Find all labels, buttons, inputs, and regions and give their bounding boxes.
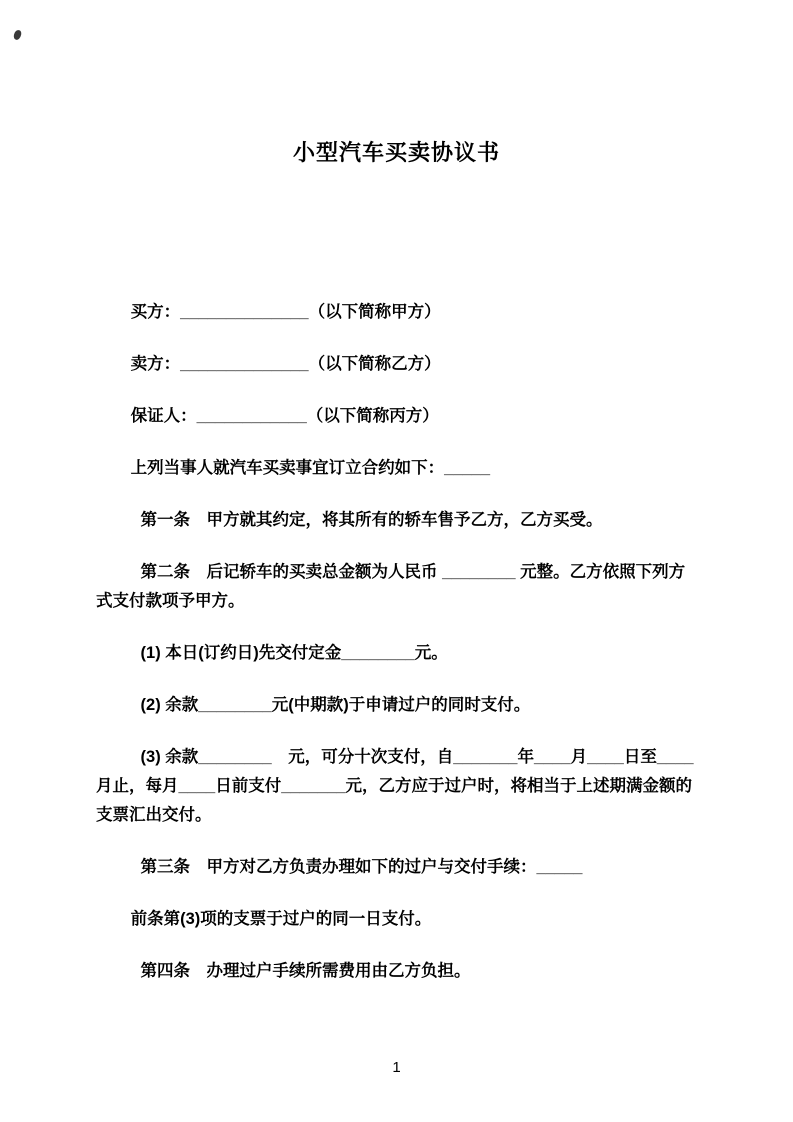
para-article-3: 第三条 甲方对乙方负责办理如下的过户与交付手续：_____ [140, 858, 583, 876]
page-number: 1 [392, 1059, 401, 1076]
para-intro: 上列当事人就汽车买卖事宜订立合约如下：_____ [130, 459, 491, 477]
para-buyer: 买方：______________（以下简称甲方） [130, 303, 441, 321]
document-title: 小型汽车买卖协议书 [292, 140, 500, 165]
para-guarantor: 保证人：____________（以下简称丙方） [130, 407, 439, 425]
para-article-2: 第二条 后记轿车的买卖总金额为人民币 ________ 元整。乙方依照下列方式支付款项予甲方。 [96, 563, 686, 610]
para-item-2: (2) 余款________元(中期款)于申请过户的同时支付。 [140, 696, 531, 714]
para-seller: 卖方：______________（以下简称乙方） [130, 355, 441, 373]
para-item-1: (1) 本日(订约日)先交付定金________元。 [140, 644, 448, 662]
para-article-4: 第四条 办理过户手续所需费用由乙方负担。 [140, 962, 471, 980]
para-article-1: 第一条 甲方就其约定，将其所有的轿车售予乙方，乙方买受。 [140, 511, 603, 529]
document-body [96, 298, 700, 986]
para-item-3: (3) 余款________ 元，可分十次支付，自_______年____月____日至____月止，每月____日前支付_______元，乙方应于过户时，将相当于上述期满金额的支票汇出交付。 [96, 748, 694, 824]
para-note: 前条第(3)项的支票于过户的同一日支付。 [130, 910, 432, 928]
